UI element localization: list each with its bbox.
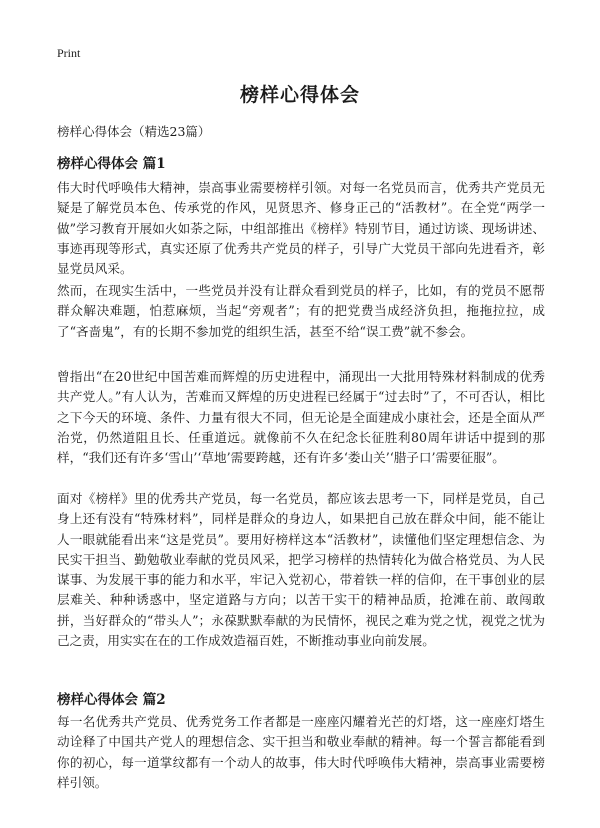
page-title: 榜样心得体会 <box>239 84 360 106</box>
document-subtitle: 榜样心得体会（精选23篇） <box>57 124 211 139</box>
paragraph: 曾指出“在20世纪中国苦难而辉煌的历史进程中，涌现出一大批用特殊材料制成的优秀共产党人。”有人认为，苦难而又辉煌的历史进程已经属于“过去时”了，不可否认，相比之下今天的环境、条件、力量有很大不同，但无论是全面建成小康社会，还是全面从严治党，仍然道阻且长、任重道远。就像前不久在纪念长征胜利80周年讲话中提到的那样，“我们还有许多‘雪山’‘草地’需要跨越，还有许多‘娄山关’‘腊子口’需要征服”。 <box>57 369 545 466</box>
paragraph: 伟大时代呼唤伟大精神，崇高事业需要榜样引领。对每一名党员而言，优秀共产党员无疑是了解党员本色、传承党的作风，见贤思齐、修身正己的“活教材”。在全党“两学一做”学习教育开展如火如荼之际，中组部推出《榜样》特别节目，通过访谈、现场讲述、事迹再现等形式，真实还原了优秀共产党员的样子，引导广大党员干部向先进看齐，彰显党员风采。 <box>57 180 545 277</box>
paragraph: 面对《榜样》里的优秀共产党员，每一名党员，都应该去思考一下，同样是党员，自己身上还有没有“特殊材料”，同样是群众的身边人，如果把自己放在群众中间，能不能让人一眼就能看出来“这是党员”。要用好榜样这本“活教材”，读懂他们坚定理想信念、为民实干担当、勤勉敬业奉献的党员风采，把学习榜样的热情转化为做合格党员、为人民谋事、为发展干事的能力和水平，牢记入党初心，带着铁一样的信仰，在干事创业的层层难关、种种诱惑中，坚定道路与方向；以苦干实干的精神品质，抢滩在前、敢闯敢拼，当好群众的“带头人”；永葆默默奉献的为民情怀，视民之难为党之忧，视党之忧为己之责，用实实在在的工作成效造福百姓，不断推动事业向前发展。 <box>57 491 545 649</box>
section-heading-1: 榜样心得体会 篇1 <box>57 156 166 172</box>
section-heading-2: 榜样心得体会 篇2 <box>57 692 166 708</box>
paragraph: 然而，在现实生活中，一些党员并没有让群众看到党员的样子，比如，有的党员不愿帮群众解决难题，怕惹麻烦，当起“旁观者”；有的把党费当成经济负担，拖拖拉拉，成了“吝啬鬼”，有的长期不参加党的组织生活，甚至不给“误工费”就不参会。 <box>57 283 545 339</box>
paragraph: 每一名优秀共产党员、优秀党务工作者都是一座座闪耀着光芒的灯塔，这一座座灯塔生动诠释了中国共产党人的理想信念、实干担当和敬业奉献的精神。每一个誓言都能看到你的初心，每一道掌纹都有一个动人的故事，伟大时代呼唤伟大精神，崇高事业需要榜样引领。 <box>57 714 545 790</box>
print-link[interactable]: Print <box>57 46 81 60</box>
